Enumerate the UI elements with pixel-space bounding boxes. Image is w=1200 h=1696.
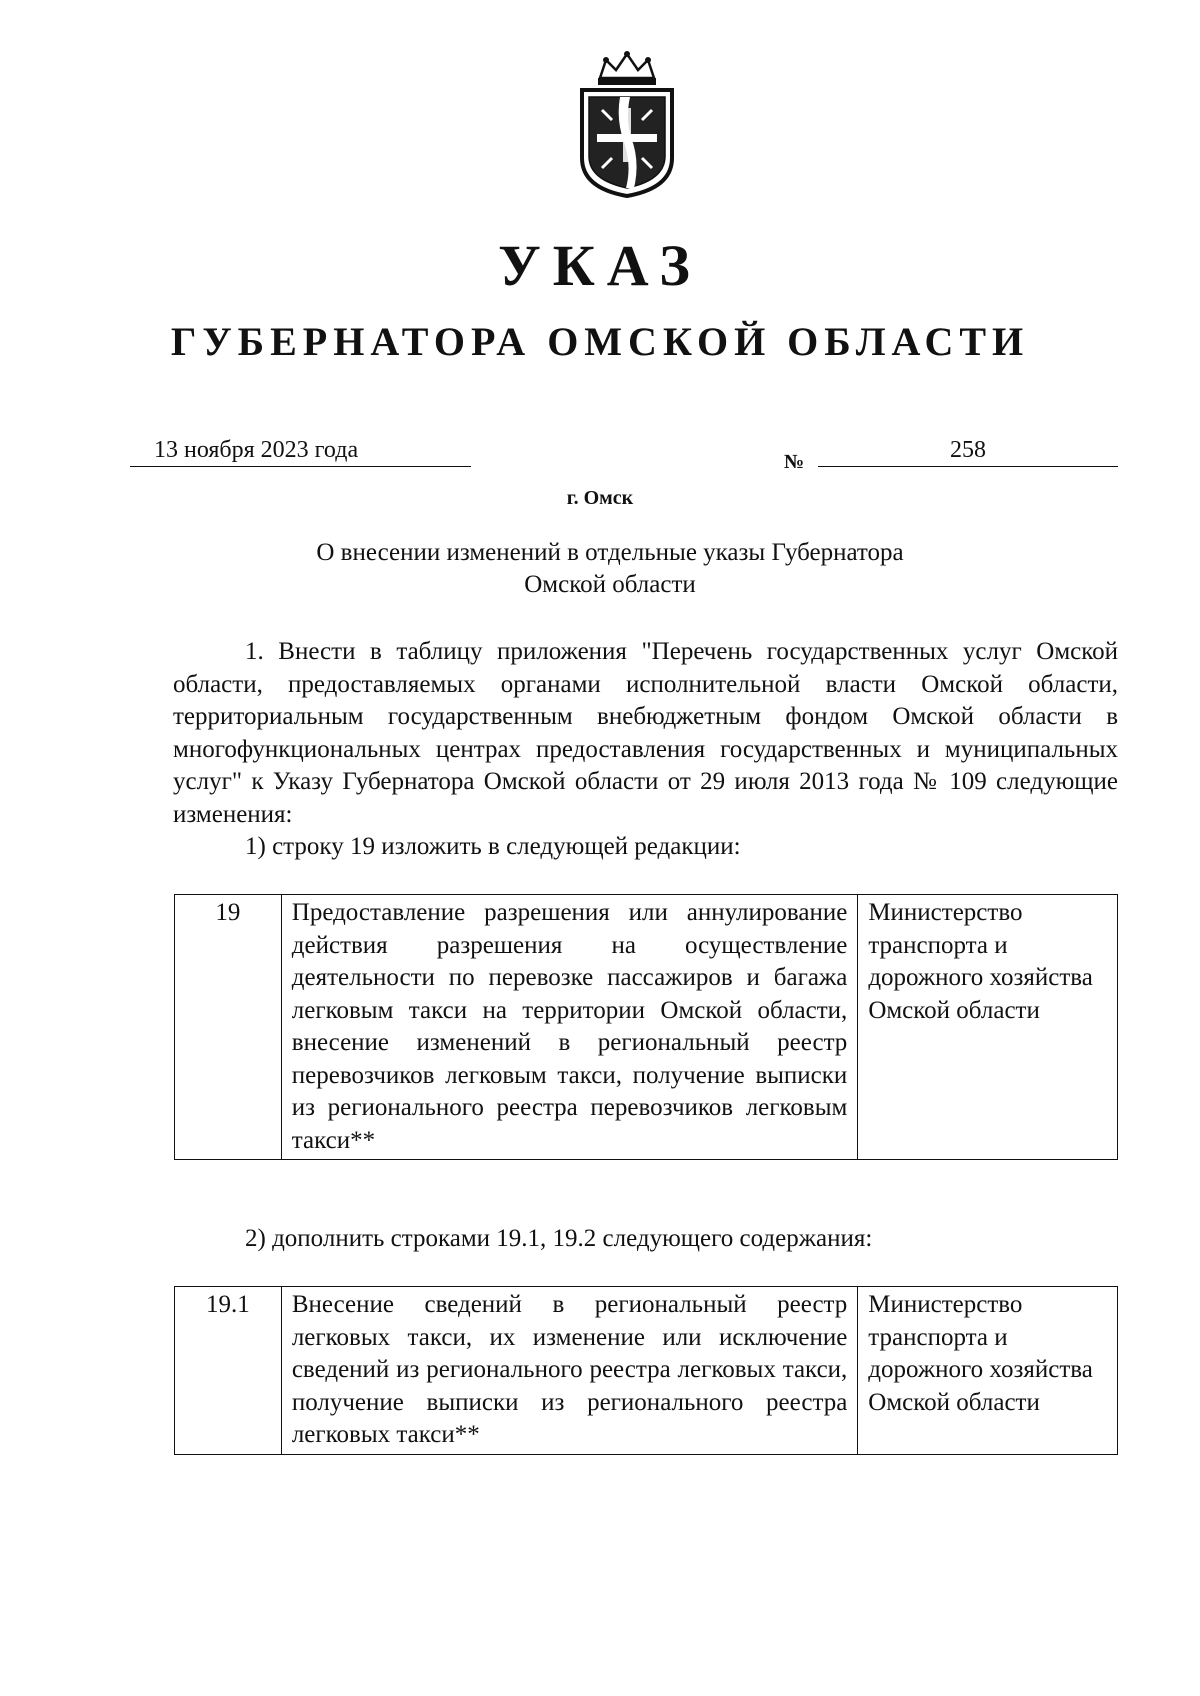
decree-place: г. Омск bbox=[566, 487, 634, 509]
services-table-row-19-1 bbox=[174, 1286, 1118, 1455]
row-number: 19.1 bbox=[175, 1287, 282, 1455]
table-row bbox=[175, 1287, 1118, 1455]
decree-heading bbox=[240, 537, 980, 601]
heading-line-2: Омской области bbox=[524, 571, 696, 598]
heading-line-1: О внесении изменений в отдельные указы Губернатора bbox=[316, 539, 904, 566]
number-label: № bbox=[784, 451, 805, 473]
paragraph-1: 1. Внести в таблицу приложения "Перечень государственных услуг Омской области, предоставляемых органами исполнительной власти Омской области, территориальным государственным внебюджетным фондом Омской области в многофункциональных центрах предоставления государственных и муниципальных услуг" к Указу Губернатора Омской области от 29 июля 2013 года № 109 следующие изменения: bbox=[173, 638, 1118, 828]
decree-date: 13 ноября 2023 года bbox=[130, 437, 471, 467]
services-table-row-19 bbox=[174, 894, 1118, 1160]
subitem-1: 1) строку 19 изложить в следующей редакции: bbox=[245, 833, 741, 860]
service-description: Внесение сведений в региональный реестр легковых такси, их изменение или исключение сведений из регионального реестра легковых такси, получение выписки из регионального реестра легковых такси** bbox=[281, 1287, 857, 1455]
coat-of-arms-emblem bbox=[572, 50, 682, 200]
decree-issuer: ГУБЕРНАТОРА ОМСКОЙ ОБЛАСТИ bbox=[170, 319, 1030, 364]
decree-number: 258 bbox=[818, 437, 1118, 467]
responsible-organization: Министерство транспорта и дорожного хозяйства Омской области bbox=[858, 895, 1118, 1160]
decree-title: УКАЗ bbox=[498, 233, 702, 298]
subitem-2: 2) дополнить строками 19.1, 19.2 следующего содержания: bbox=[245, 1225, 873, 1252]
row-number: 19 bbox=[175, 895, 282, 1160]
responsible-organization: Министерство транспорта и дорожного хозяйства Омской области bbox=[858, 1287, 1118, 1455]
service-description: Предоставление разрешения или аннулирование действия разрешения на осуществление деятельности по перевозке пассажиров и багажа легковым такси на территории Омской области, внесение изменений в региональный реестр перевозчиков легковым такси, получение выписки из регионального реестра перевозчиков легковым такси** bbox=[281, 895, 858, 1160]
table-row bbox=[175, 895, 1118, 1160]
